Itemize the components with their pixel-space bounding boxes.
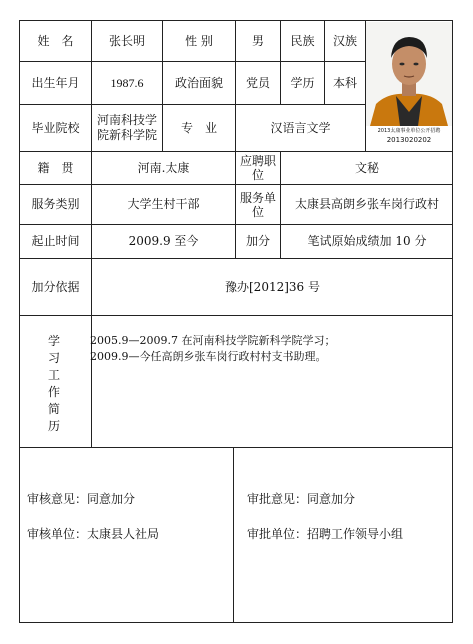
school-label: 毕业院校 [31,120,80,135]
resume-content [90,333,450,365]
bonus-value: 笔试原始成绩加 10 分 [307,234,427,248]
birth-label: 出生年月 [31,75,80,90]
service-unit-value: 太康县高朗乡张车岗行政村 [294,197,439,211]
political-value: 党员 [245,75,270,90]
photo-number: 2013020202 [386,136,432,144]
ethnicity-value: 汉族 [332,33,357,48]
education-value: 本科 [332,75,357,90]
gender-value: 男 [251,33,264,48]
origin-label: 籍 贯 [37,160,74,175]
service-unit-label: 服务单位 [240,190,277,219]
position-label: 应聘职位 [240,154,277,182]
school-value: 河南科技学院新科学院 [96,113,157,142]
ethnicity-label: 民族 [290,33,315,48]
resume-line: 2009.9—今任高朗乡张车岗行政村村支书助理。 [90,350,327,363]
resume-line: 2005.9—2009.7 在河南科技学院新科学院学习； [90,334,336,347]
start-value: 2009.9 至今 [128,234,199,248]
name-label: 姓 名 [37,33,74,48]
birth-value: 1987.6 [110,75,144,90]
gender-label: 性 别 [185,33,213,48]
review-opinion-left: 审核意见：同意加分 [27,492,136,506]
resume-label: 学习工作简历 [47,334,60,433]
major-value: 汉语言文学 [270,120,331,135]
row-divider [19,447,453,448]
service-type-value: 大学生村干部 [127,197,200,211]
major-label: 专 业 [180,120,217,135]
row-divider [19,315,453,316]
review-unit-left: 审核单位：太康县人社局 [27,527,160,541]
photo-caption: 2013太康事业单位公开招聘 [377,128,441,134]
review-unit-right: 审批单位：招聘工作领导小组 [247,527,404,541]
portrait-icon [366,22,452,126]
bonus-basis-value: 豫办[2012]36 号 [225,279,320,294]
review-opinion-right: 审批意见：同意加分 [247,492,356,506]
name-value: 张长明 [108,33,145,48]
column-divider [233,447,234,623]
position-value: 文秘 [354,160,379,175]
political-label: 政治面貌 [174,75,223,90]
service-type-label: 服务类别 [31,197,80,211]
origin-value: 河南.太康 [137,160,190,175]
bonus-basis-label: 加分依据 [31,279,80,294]
start-label: 起止时间 [31,234,80,248]
education-label: 学历 [290,75,315,90]
applicant-photo [366,22,452,150]
bonus-label: 加分 [245,234,270,248]
